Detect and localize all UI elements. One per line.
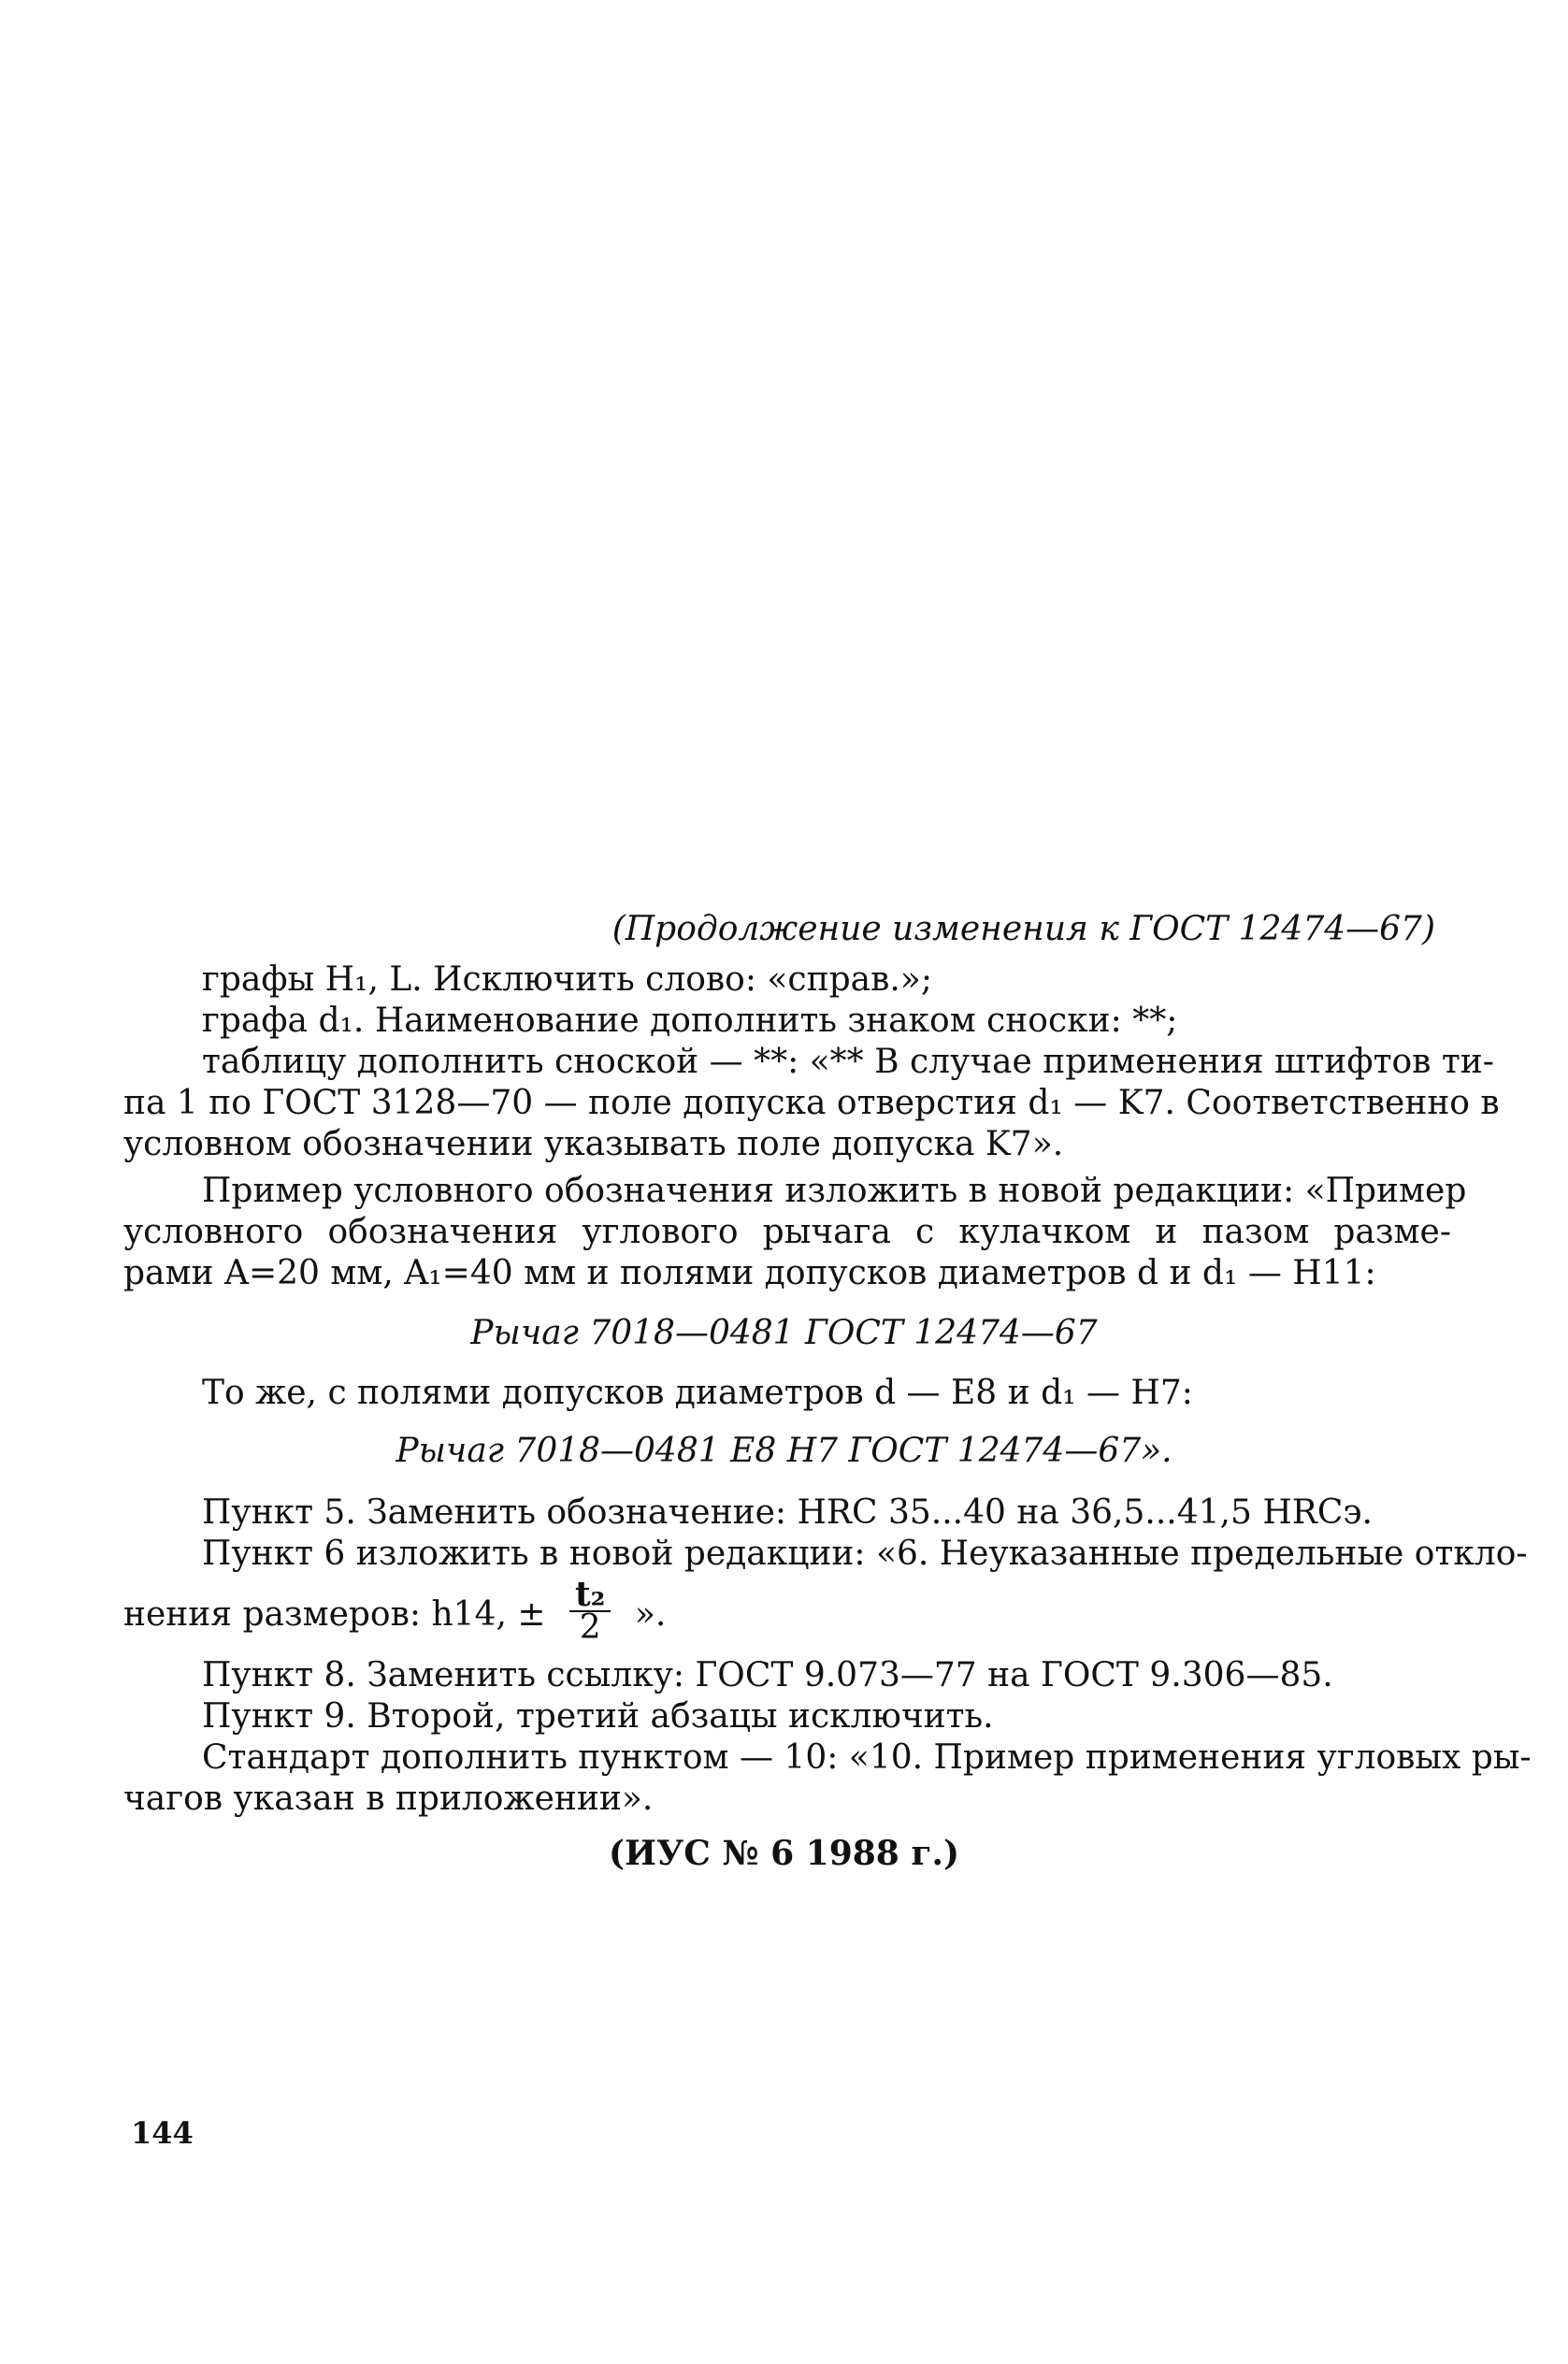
designation-example-2: Рычаг 7018—0481 E8 H7 ГОСТ 12474—67». xyxy=(396,1432,1172,1470)
paragraph-line: рами A=20 мм, A₁=40 мм и полями допусков диаметров d и d₁ — H11: xyxy=(123,1254,1376,1292)
paragraph-line: па 1 по ГОСТ 3128—70 — поле допуска отверстия d₁ — K7. Соответственно в xyxy=(123,1084,1500,1122)
designation-example-1: Рычаг 7018—0481 ГОСТ 12474—67 xyxy=(470,1314,1098,1352)
paragraph-line: Пункт 8. Заменить ссылку: ГОСТ 9.073—77 на ГОСТ 9.306—85. xyxy=(202,1656,1333,1694)
paragraph-line-with-fraction xyxy=(123,1575,1451,1650)
fraction-prefix: нения размеров: h14, ± xyxy=(123,1595,546,1634)
paragraph-line: графа d₁. Наименование дополнить знаком сноски: **; xyxy=(202,1002,1178,1040)
fraction xyxy=(569,1575,611,1647)
fraction-numerator: t₂ xyxy=(569,1578,611,1612)
paragraph-line: Пункт 6 изложить в новой редакции: «6. Неуказанные предельные откло- xyxy=(202,1535,1528,1573)
paragraph-line: условного обозначения углового рычага с кулачком и пазом разме- xyxy=(123,1213,1451,1251)
paragraph-line: То же, с полями допусков диаметров d — E8 и d₁ — H7: xyxy=(202,1374,1193,1412)
paragraph-line: чагов указан в приложении». xyxy=(123,1780,654,1818)
paragraph-line: Пункт 5. Заменить обозначение: HRC 35...40 на 36,5...41,5 HRCэ. xyxy=(202,1493,1373,1532)
page-number: 144 xyxy=(131,2115,194,2151)
paragraph-line: графы H₁, L. Исключить слово: «справ.»; xyxy=(202,960,932,999)
paragraph-line: Стандарт дополнить пунктом — 10: «10. Пример применения угловых ры- xyxy=(202,1738,1532,1777)
fraction-denominator: 2 xyxy=(579,1608,601,1647)
paragraph-line: таблицу дополнить сноской — **: «** В случае применения штифтов ти- xyxy=(202,1043,1494,1081)
continuation-header: (Продолжение изменения к ГОСТ 12474—67) xyxy=(611,910,1435,948)
paragraph-line: Пример условного обозначения изложить в новой редакции: «Пример xyxy=(202,1172,1467,1210)
paragraph-line: условном обозначении указывать поле допуска K7». xyxy=(123,1125,1064,1163)
source-reference: (ИУС № 6 1988 г.) xyxy=(608,1834,960,1873)
fraction-suffix: ». xyxy=(634,1595,667,1634)
paragraph-line: Пункт 9. Второй, третий абзацы исключить. xyxy=(202,1697,994,1736)
